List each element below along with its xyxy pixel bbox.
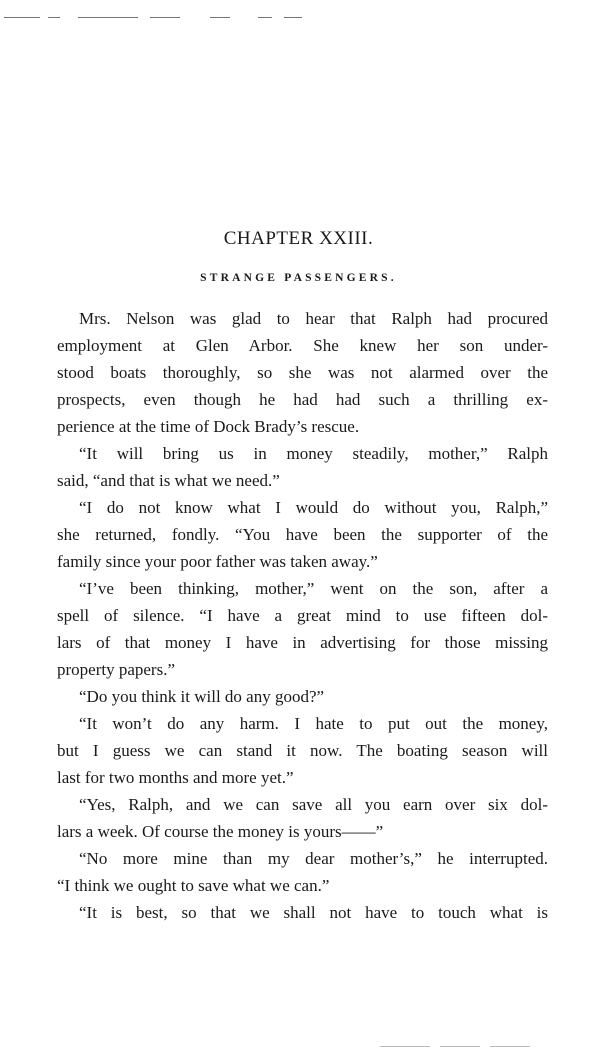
text-line: family since your poor father was taken away.”	[57, 552, 378, 571]
text-line: “Do you think it will do any good?”	[79, 687, 325, 706]
text-line: said, “and that is what we need.”	[57, 471, 280, 490]
text-line: perience at the time of Dock Brady’s rescue.	[57, 417, 360, 436]
text-line: prospects, even though he had had such a thrilling ex-	[57, 390, 548, 409]
text-line: “I think we ought to save what we can.”	[57, 876, 330, 895]
text-line: employment at Glen Arbor. She knew her son under-	[57, 336, 548, 355]
text-line: property papers.”	[57, 660, 176, 679]
text-line: spell of silence. “I have a great mind to use fifteen dol-	[57, 606, 548, 625]
text-line: stood boats thoroughly, so she was not alarmed over the	[57, 363, 548, 382]
text-line: “No more mine than my dear mother’s,” he interrupted.	[79, 849, 548, 868]
text-line: last for two months and more yet.”	[57, 768, 294, 787]
chapter-heading: CHAPTER XXIII.	[223, 228, 374, 249]
text-line: “It will bring us in money steadily, mother,” Ralph	[79, 444, 548, 463]
text-line: but I guess we can stand it now. The boating season will	[57, 741, 548, 760]
text-line: Mrs. Nelson was glad to hear that Ralph had procured	[79, 309, 548, 328]
text-line: “It is best, so that we shall not have to touch what is	[79, 903, 548, 922]
text-line: “Yes, Ralph, and we can save all you earn over six dol-	[79, 795, 548, 814]
chapter-subtitle: STRANGE PASSENGERS.	[200, 272, 397, 284]
body-text	[57, 305, 548, 926]
text-line: she returned, fondly. “You have been the supporter of the	[57, 525, 548, 544]
text-line: “It won’t do any harm. I hate to put out the money,	[79, 714, 548, 733]
text-line: “I do not know what I would do without you, Ralph,”	[79, 498, 548, 517]
text-line: lars of that money I have in advertising for those missing	[57, 633, 548, 652]
text-line: “I’ve been thinking, mother,” went on the son, after a	[79, 579, 548, 598]
text-line: lars a week. Of course the money is yours——”	[57, 822, 384, 841]
